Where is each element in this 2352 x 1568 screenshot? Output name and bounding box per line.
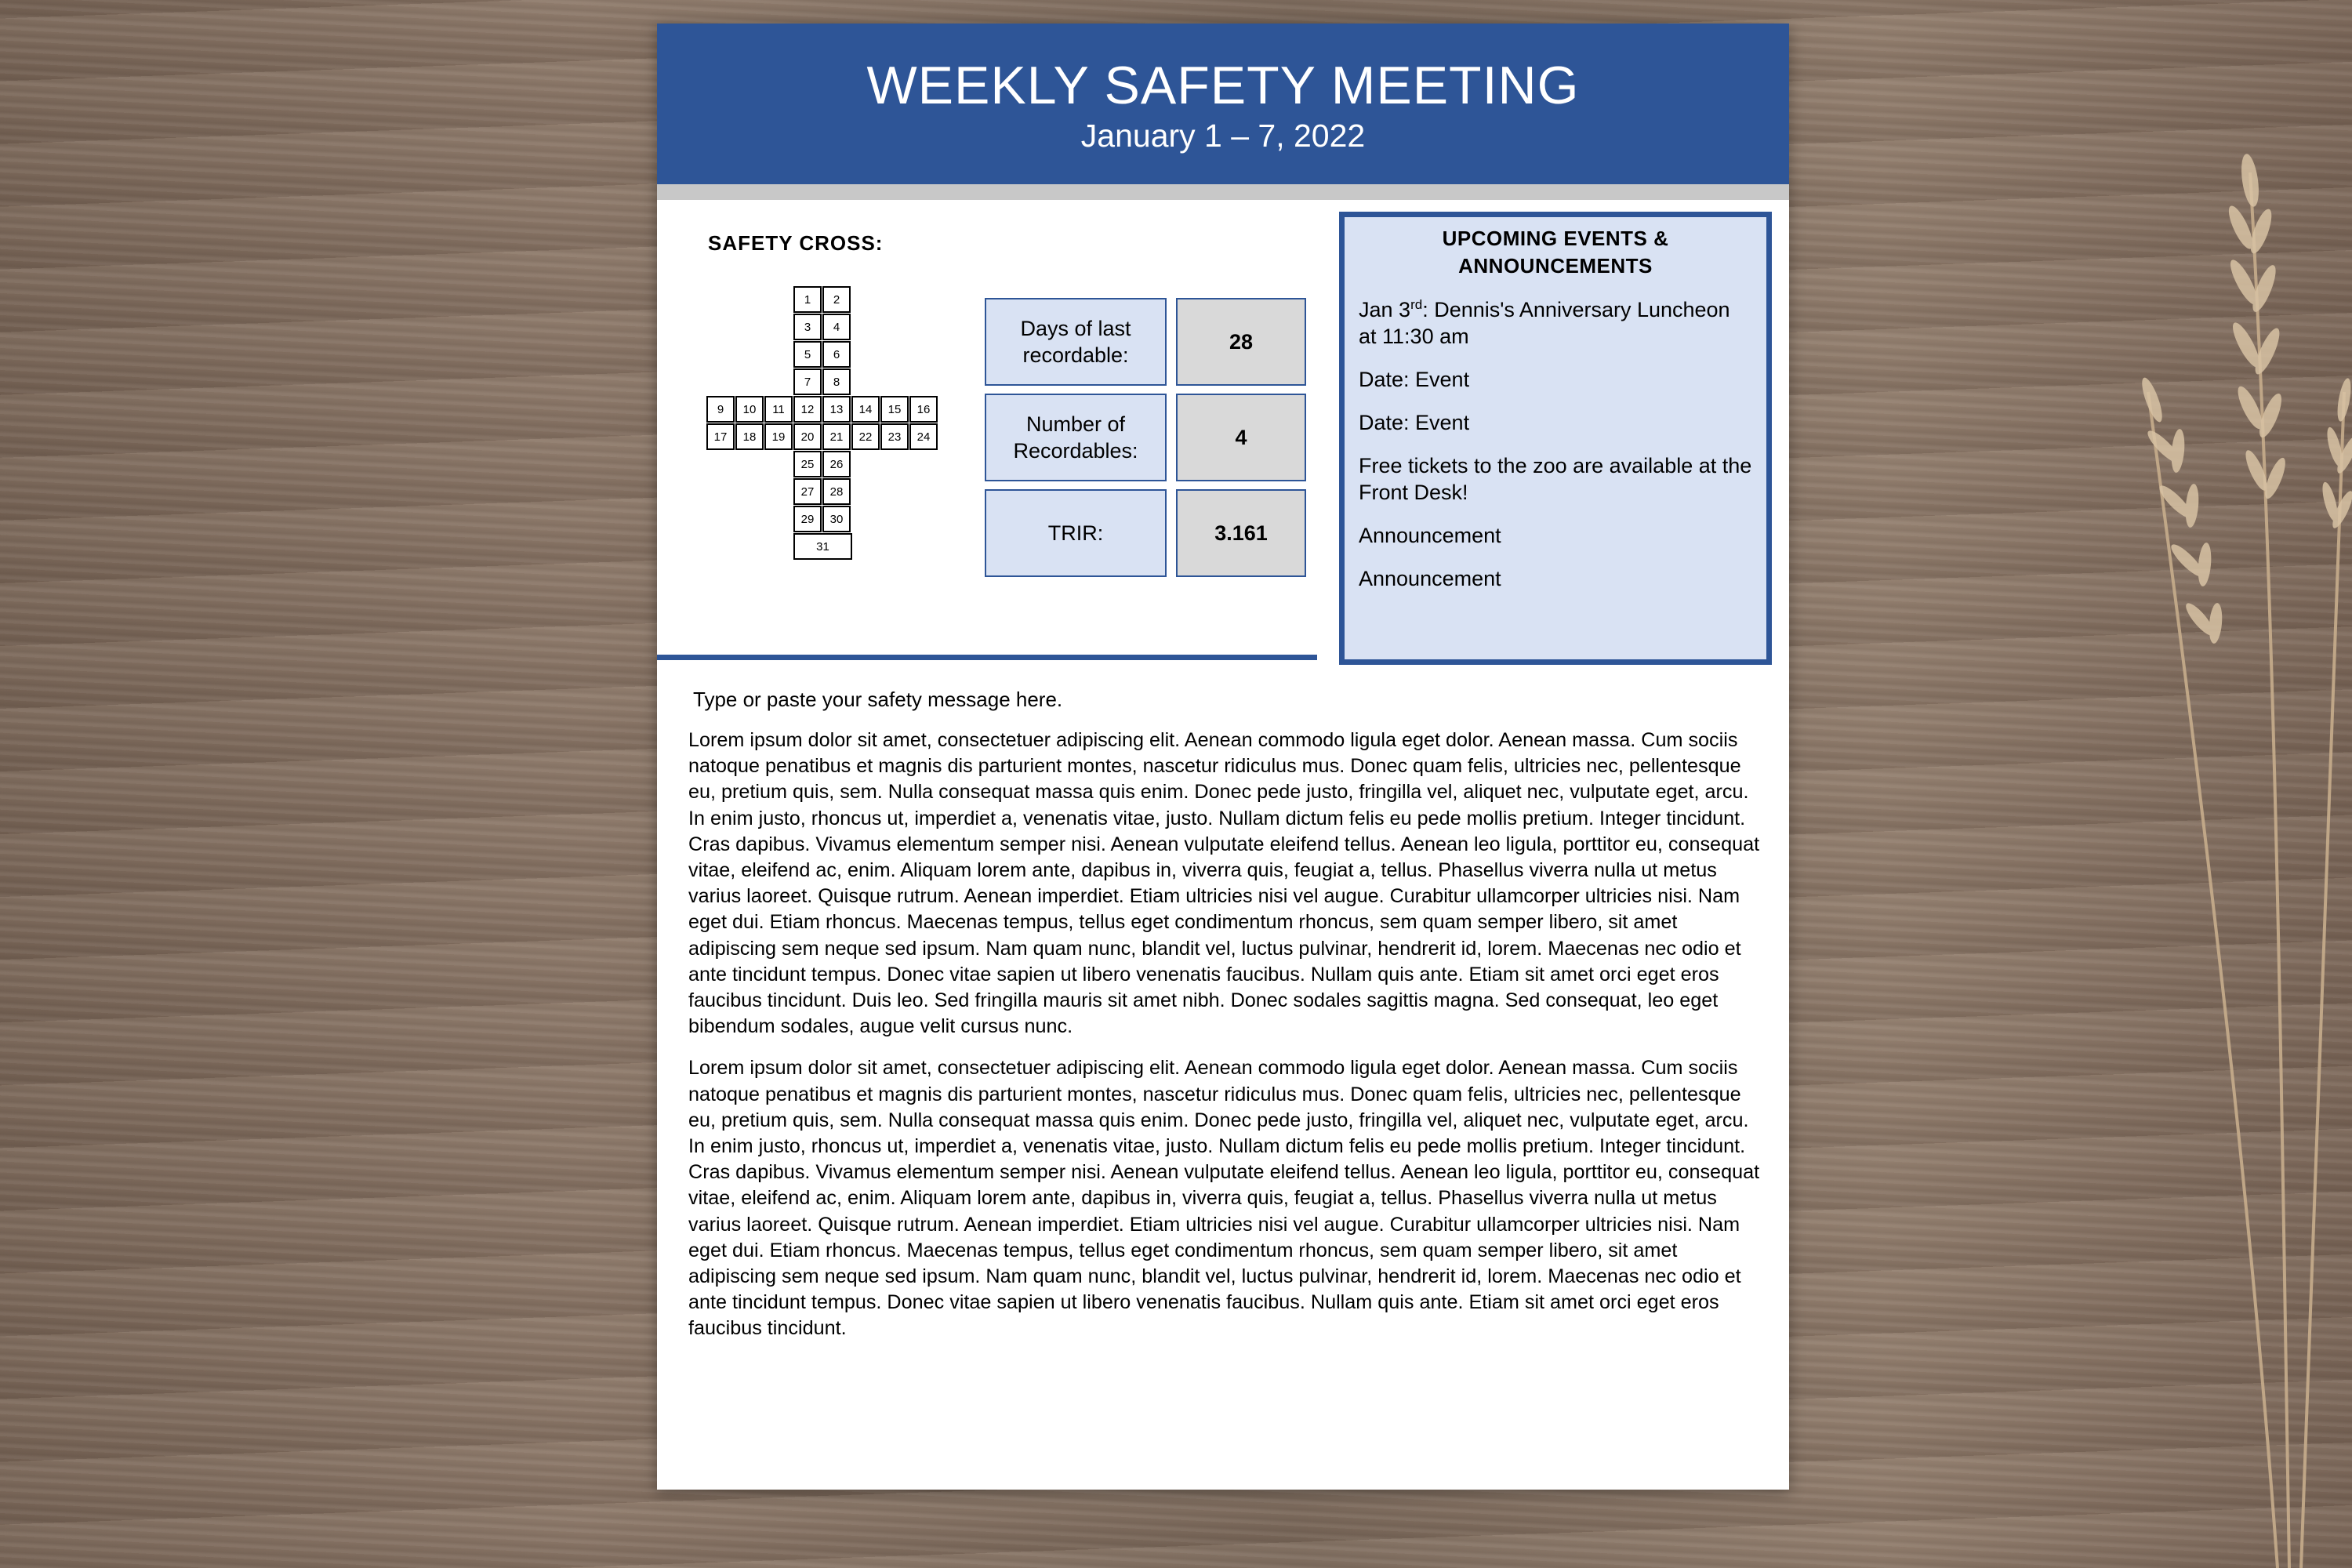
safety-cross-day: 15 — [880, 396, 909, 423]
safety-cross-day: 20 — [793, 423, 822, 450]
safety-cross-day: 6 — [822, 341, 851, 368]
date-range: January 1 – 7, 2022 — [1080, 118, 1366, 154]
event-item: Jan 3rd: Dennis's Anniversary Luncheon at 11:30 am — [1359, 297, 1730, 348]
safety-cross-day: 17 — [706, 423, 735, 450]
announcement-item: Announcement — [1359, 567, 1501, 590]
paragraph: Lorem ipsum dolor sit amet, consectetuer adipiscing elit. Aenean commodo ligula eget dolor. Aenean massa. Cum sociis natoque penatibus et magnis dis parturient montes, nascetur ridiculus mus. Donec quam felis, ultricies nec, pellentesque eu, pretium quis, sem. Nulla consequat massa quis enim. Donec pede justo, fringilla vel, aliquet nec, vulputate eget, arcu. In enim justo, rhoncus ut, imperdiet a, venenatis vitae, justo. Nullam dictum felis eu pede mollis pretium. Integer tincidunt. Cras dapibus. Vivamus elementum semper nisi. Aenean vulputate eleifend tellus. Aenean leo ligula, porttitor eu, consequat vitae, eleifend ac, enim. Aliquam lorem ante, dapibus in, viverra quis, feugiat a, tellus. Phasellus viverra nulla ut metus varius laoreet. Quisque rutrum. Aenean imperdiet. Etiam ultricies nisi vel augue. Curabitur ullamcorper ultricies nisi. Nam eget dui. Etiam rhoncus. Maecenas tempus, tellus eget condimentum rhoncus, sem quam semper libero, sit amet adipiscing sem neque sed ipsum. Nam quam nunc, blandit vel, luctus pulvinar, hendrerit id, lorem. Maecenas nec odio et ante tincidunt tempus. Donec vitae sapien ut libero venenatis faucibus. Nullam quis ante. Etiam sit amet orci eget eros faucibus tincidunt. Duis leo. Sed fringilla mauris sit amet nibh. Donec sodales sagittis magna. Sed consequat, leo eget bibendum sodales, augue velit cursus nunc. — [688, 729, 1760, 1038]
safety-cross-day: 11 — [764, 396, 793, 423]
safety-cross-day: 1 — [793, 286, 822, 313]
safety-cross-day: 4 — [822, 314, 851, 340]
safety-cross-day: 7 — [793, 368, 822, 395]
section-divider — [657, 655, 1317, 660]
paragraph: Lorem ipsum dolor sit amet, consectetuer adipiscing elit. Aenean commodo ligula eget dolor. Aenean massa. Cum sociis natoque penatibus et magnis dis parturient montes, nascetur ridiculus mus. Donec quam felis, ultricies nec, pellentesque eu, pretium quis, sem. Nulla consequat massa quis enim. Donec pede justo, fringilla vel, aliquet nec, vulputate eget, arcu. In enim justo, rhoncus ut, imperdiet a, venenatis vitae, justo. Nullam dictum felis eu pede mollis pretium. Integer tincidunt. Cras dapibus. Vivamus elementum semper nisi. Aenean vulputate eleifend tellus. Aenean leo ligula, porttitor eu, consequat vitae, eleifend ac, enim. Aliquam lorem ante, dapibus in, viverra quis, feugiat a, tellus. Phasellus viverra nulla ut metus varius laoreet. Quisque rutrum. Aenean imperdiet. Etiam ultricies nisi vel augue. Curabitur ullamcorper ultricies nisi. Nam eget dui. Etiam rhoncus. Maecenas tempus, tellus eget condimentum rhoncus, sem quam semper libero, sit amet adipiscing sem neque sed ipsum. Nam quam nunc, blandit vel, luctus pulvinar, hendrerit id, lorem. Maecenas nec odio et ante tincidunt tempus. Donec vitae sapien ut libero venenatis faucibus. Nullam quis ante. Etiam sit amet orci eget eros faucibus tincidunt. — [688, 1057, 1760, 1340]
safety-cross-day: 12 — [793, 396, 822, 423]
dried-wheat-decoration — [2132, 94, 2352, 1568]
recordables-value: 4 — [1176, 394, 1306, 481]
event-item: Date: Event — [1359, 411, 1470, 434]
safety-cross-day: 27 — [793, 478, 822, 505]
safety-cross-day: 3 — [793, 314, 822, 340]
safety-cross-label: SAFETY CROSS: — [708, 231, 884, 255]
safety-cross-grid — [707, 287, 942, 561]
page-title: WEEKLY SAFETY MEETING — [866, 56, 1580, 115]
event-item: Date: Event — [1359, 368, 1470, 391]
safety-cross-day: 22 — [851, 423, 880, 450]
recordables-label: Number of Recordables: — [985, 394, 1167, 481]
trir-value: 3.161 — [1176, 489, 1306, 577]
safety-cross-day: 21 — [822, 423, 851, 450]
safety-cross-day: 24 — [909, 423, 938, 450]
safety-cross-day: 30 — [822, 506, 851, 532]
safety-message-prompt: Type or paste your safety message here. — [693, 688, 1063, 711]
safety-cross-day: 31 — [793, 533, 852, 560]
events-panel — [1339, 212, 1772, 665]
header-banner — [657, 24, 1789, 184]
events-heading: UPCOMING EVENTS & ANNOUNCEMENTS — [1442, 227, 1669, 278]
safety-cross-day: 19 — [764, 423, 793, 450]
safety-cross-day: 2 — [822, 286, 851, 313]
body-text — [688, 728, 1762, 1358]
safety-cross-day: 18 — [735, 423, 764, 450]
safety-cross-day: 25 — [793, 451, 822, 477]
safety-cross-day: 9 — [706, 396, 735, 423]
safety-cross-day: 10 — [735, 396, 764, 423]
header-divider — [657, 184, 1789, 200]
safety-cross-day: 23 — [880, 423, 909, 450]
trir-label: TRIR: — [985, 489, 1167, 577]
safety-flyer-page — [657, 24, 1789, 1490]
safety-cross-day: 16 — [909, 396, 938, 423]
announcement-item: Announcement — [1359, 524, 1501, 547]
safety-cross-day: 14 — [851, 396, 880, 423]
safety-cross-day: 13 — [822, 396, 851, 423]
days-since-value: 28 — [1176, 298, 1306, 386]
event-item: Free tickets to the zoo are available at the Front Desk! — [1359, 454, 1752, 504]
days-since-label: Days of last recordable: — [985, 298, 1167, 386]
safety-cross-day: 28 — [822, 478, 851, 505]
safety-cross-day: 26 — [822, 451, 851, 477]
safety-cross-day: 5 — [793, 341, 822, 368]
safety-cross-day: 29 — [793, 506, 822, 532]
safety-cross-day: 8 — [822, 368, 851, 395]
